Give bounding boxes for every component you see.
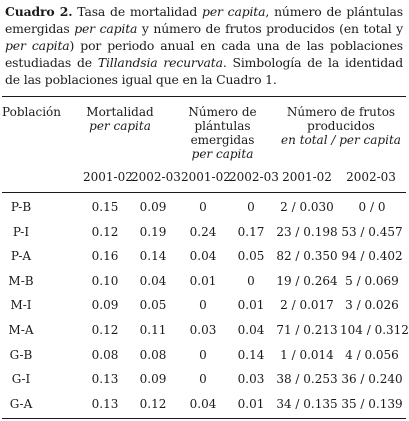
cell-mortalidad-2002: 0.09	[139, 200, 167, 214]
cell-mortalidad-2002: 0.14	[139, 249, 167, 264]
cell-plantulas-2001: 0	[199, 298, 207, 313]
cell-poblacion: M-B	[8, 273, 34, 288]
cell-plantulas-2001: 0.24	[189, 224, 217, 239]
cell-mortalidad-2001: 0.16	[91, 249, 119, 264]
table-row	[0, 274, 409, 299]
cell-frutos-2002: 35 / 0.139	[341, 396, 403, 411]
cell-mortalidad-2001: 0.15	[91, 200, 119, 214]
cell-poblacion: G-I	[11, 372, 31, 387]
table-caption: Cuadro 2. Tasa de mortalidad per capita, número de plántulas emergidas per capita y número de frutos producidos (en total y per capita) por periodo anual en cada una de las poblaciones estudiadas de Tillandsia recurvata. Simbología de la identidad de las poblaciones igual que en la Cuadro 1.	[5, 4, 404, 87]
cell-mortalidad-2001: 0.13	[91, 396, 119, 411]
cell-plantulas-2002: 0.01	[237, 396, 265, 411]
cell-mortalidad-2002: 0.04	[139, 273, 167, 288]
cell-mortalidad-2002: 0.09	[139, 372, 167, 387]
header-plantulas: Número de plántulas emergidas per capita	[188, 105, 257, 161]
cell-frutos-2001: 34 / 0.135	[276, 396, 338, 411]
cell-frutos-2002: 0 / 0	[358, 200, 386, 214]
cell-mortalidad-2002: 0.11	[139, 322, 167, 337]
table-row	[0, 298, 409, 323]
cell-mortalidad-2001: 0.09	[91, 298, 119, 313]
year-header: 2001-02	[282, 170, 332, 184]
year-header: 2002-03	[131, 170, 181, 184]
table-top-rule	[2, 96, 406, 97]
table-row	[0, 249, 409, 274]
cell-mortalidad-2002: 0.12	[139, 396, 167, 411]
cell-plantulas-2001: 0	[199, 200, 207, 214]
cell-frutos-2001: 2 / 0.030	[280, 200, 334, 214]
cell-plantulas-2001: 0.03	[189, 322, 217, 337]
cell-frutos-2002: 36 / 0.240	[341, 372, 403, 387]
cell-frutos-2002: 94 / 0.402	[341, 249, 403, 264]
cell-frutos-2002: 4 / 0.056	[345, 347, 399, 362]
cell-plantulas-2001: 0	[199, 372, 207, 387]
cell-mortalidad-2001: 0.10	[91, 273, 119, 288]
year-header: 2002-03	[229, 170, 279, 184]
table-body	[0, 200, 409, 421]
cell-plantulas-2002: 0.03	[237, 372, 265, 387]
cell-frutos-2001: 1 / 0.014	[280, 347, 334, 362]
cell-mortalidad-2002: 0.08	[139, 347, 167, 362]
cell-poblacion: M-I	[10, 298, 32, 313]
cell-plantulas-2002: 0.04	[237, 322, 265, 337]
cell-frutos-2001: 23 / 0.198	[276, 224, 338, 239]
cell-frutos-2002: 3 / 0.026	[345, 298, 399, 313]
cell-mortalidad-2001: 0.12	[91, 224, 119, 239]
caption-label: Cuadro 2.	[5, 4, 73, 19]
cell-frutos-2002: 53 / 0.457	[341, 224, 403, 239]
cell-plantulas-2002: 0.05	[237, 249, 265, 264]
cell-poblacion: M-A	[8, 322, 34, 337]
cell-frutos-2001: 82 / 0.350	[276, 249, 338, 264]
table-header-rule	[2, 192, 406, 193]
cell-mortalidad-2002: 0.19	[139, 224, 167, 239]
cell-frutos-2002: 5 / 0.069	[345, 273, 399, 288]
year-header: 2001-02	[181, 170, 231, 184]
cell-plantulas-2001: 0.01	[189, 273, 217, 288]
cell-plantulas-2002: 0	[247, 200, 255, 214]
cell-mortalidad-2001: 0.13	[91, 372, 119, 387]
cell-poblacion: G-A	[9, 396, 33, 411]
cell-mortalidad-2001: 0.08	[91, 347, 119, 362]
cell-frutos-2001: 71 / 0.213	[276, 322, 338, 337]
cell-mortalidad-2002: 0.05	[139, 298, 167, 313]
table-bottom-rule	[2, 418, 406, 419]
header-mortalidad: Mortalidad per capita	[86, 105, 154, 133]
table-row	[0, 372, 409, 397]
table-row	[0, 348, 409, 373]
table-row	[0, 323, 409, 348]
cell-poblacion: P-I	[12, 224, 30, 239]
cell-poblacion: P-B	[10, 200, 32, 214]
cell-frutos-2001: 38 / 0.253	[276, 372, 338, 387]
cell-frutos-2001: 19 / 0.264	[276, 273, 338, 288]
cell-plantulas-2001: 0	[199, 347, 207, 362]
year-header: 2002-03	[346, 170, 396, 184]
cell-plantulas-2002: 0	[247, 273, 255, 288]
cell-frutos-2002: 104 / 0.312	[340, 322, 409, 337]
cell-plantulas-2001: 0.04	[189, 396, 217, 411]
table-row	[0, 225, 409, 250]
table-row	[0, 200, 409, 225]
cell-mortalidad-2001: 0.12	[91, 322, 119, 337]
header-frutos: Número de frutos producidos en total / per capita	[281, 105, 401, 147]
cell-plantulas-2002: 0.17	[237, 224, 265, 239]
cell-plantulas-2002: 0.14	[237, 347, 265, 362]
cell-plantulas-2002: 0.01	[237, 298, 265, 313]
header-poblacion: Población	[2, 105, 61, 119]
cell-plantulas-2001: 0.04	[189, 249, 217, 264]
cell-poblacion: G-B	[9, 347, 33, 362]
year-header: 2001-02	[83, 170, 133, 184]
cell-frutos-2001: 2 / 0.017	[280, 298, 334, 313]
cell-poblacion: P-A	[10, 249, 32, 264]
